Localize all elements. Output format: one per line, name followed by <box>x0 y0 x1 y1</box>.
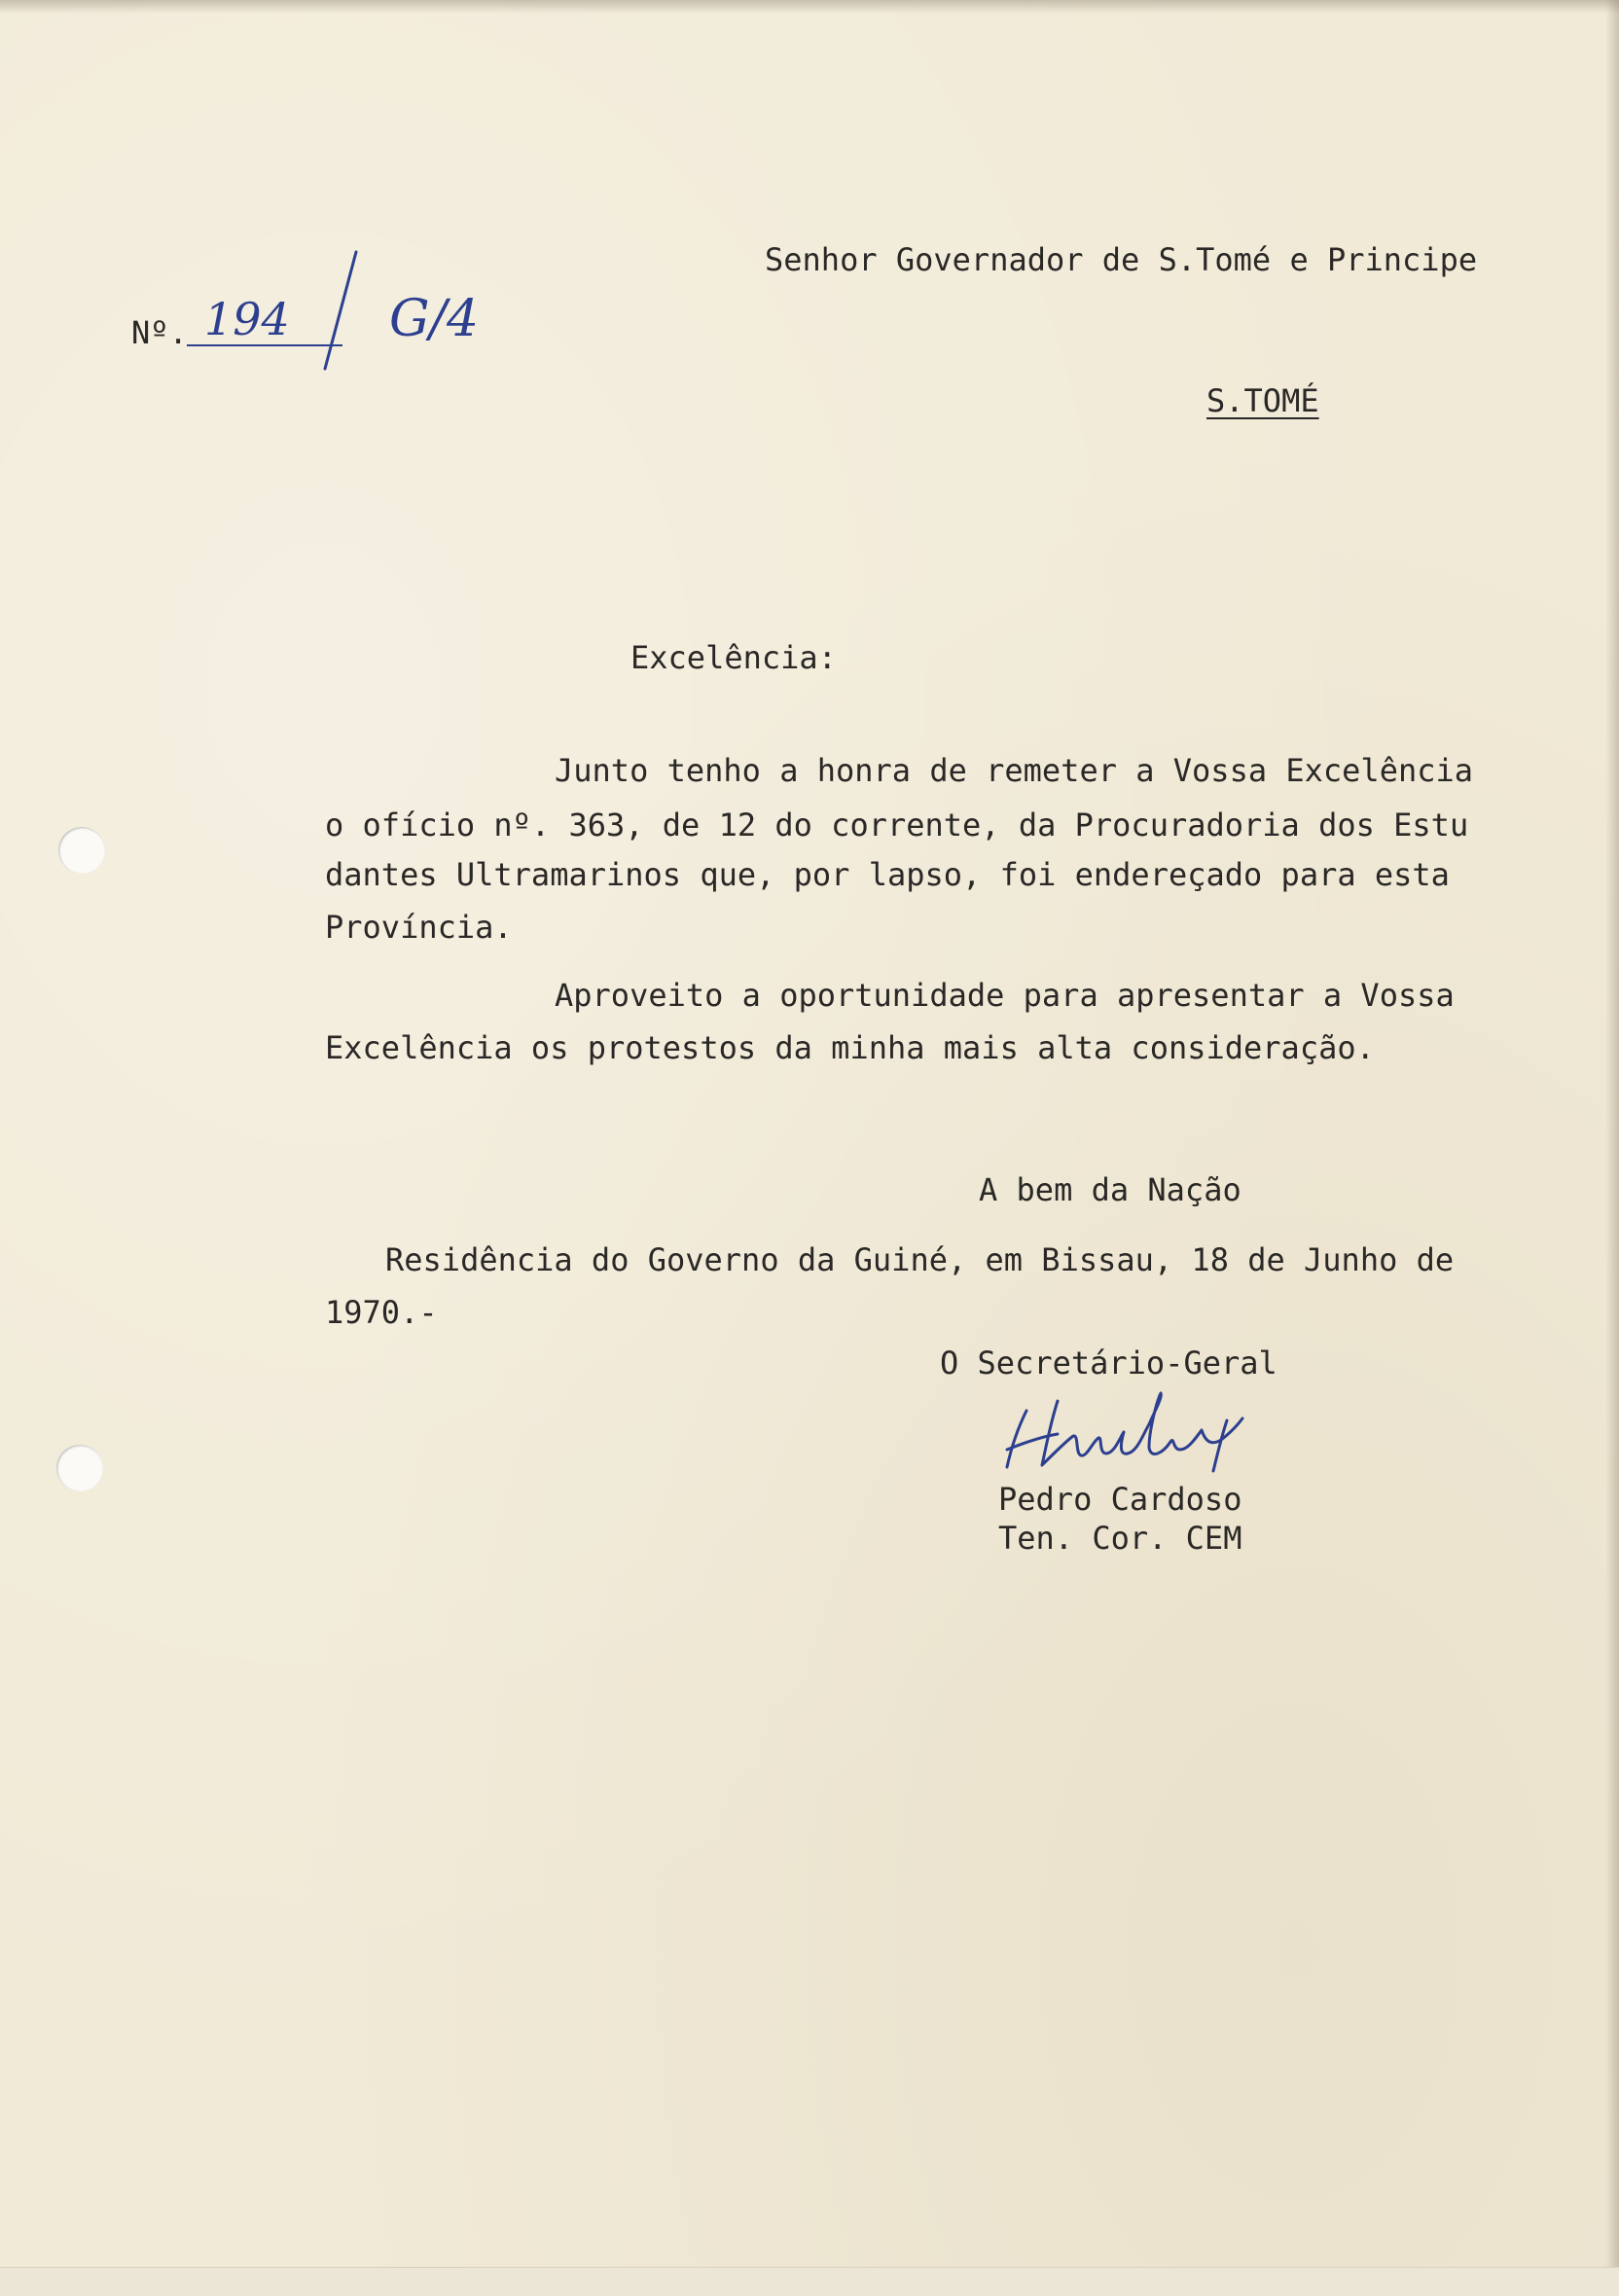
punch-hole-top <box>58 827 105 874</box>
page-edge-shadow-right <box>1605 0 1619 2296</box>
destination: S.TOMÉ <box>1206 382 1319 419</box>
paragraph1-line: Província. <box>325 909 513 946</box>
reference-underline <box>187 344 342 346</box>
closing-formula: A bem da Nação <box>979 1171 1241 1208</box>
addressee: Senhor Governador de S.Tomé e Principe <box>765 241 1478 278</box>
paragraph1-line: Junto tenho a honra de remeter a Vossa Excelência <box>555 752 1474 789</box>
paragraph2-line: Aproveito a oportunidade para apresentar a Vossa <box>555 977 1455 1014</box>
page-edge-bottom <box>0 2267 1619 2296</box>
reference-suffix-handwritten: G/4 <box>389 290 480 348</box>
punch-hole-bottom <box>56 1445 103 1491</box>
page-edge-shadow-top <box>0 0 1619 14</box>
signer-rank: Ten. Cor. CEM <box>998 1520 1242 1557</box>
salutation: Excelência: <box>630 639 837 676</box>
place-date-line: Residência do Governo da Guiné, em Bissau, 18 de Junho de <box>385 1241 1455 1278</box>
reference-prefix: Nº. <box>131 314 188 351</box>
paragraph1-line: o ofício nº. 363, de 12 do corrente, da Procuradoria dos Estu <box>325 807 1469 843</box>
reference-number-handwritten: 194 <box>204 293 290 345</box>
place-date-line: 1970.- <box>325 1294 438 1331</box>
signer-title: O Secretário-Geral <box>940 1345 1277 1381</box>
paragraph2-line: Excelência os protestos da minha mais alta consideração. <box>325 1029 1375 1066</box>
paragraph1-line: dantes Ultramarinos que, por lapso, foi endereçado para esta <box>325 856 1450 893</box>
signer-name: Pedro Cardoso <box>998 1481 1242 1518</box>
reference-slash-mark <box>321 248 360 375</box>
handwritten-signature <box>997 1381 1260 1479</box>
